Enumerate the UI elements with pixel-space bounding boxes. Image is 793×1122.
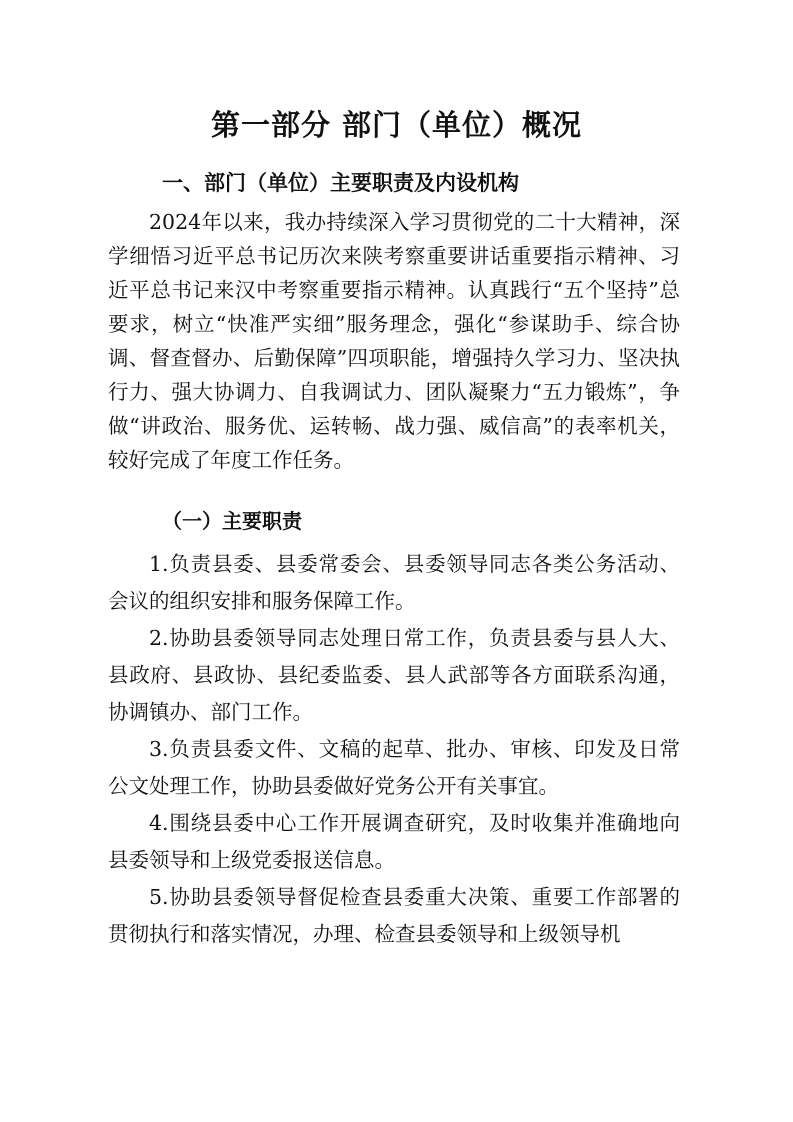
intro-paragraph: 2024年以来，我办持续深入学习贯彻党的二十大精神，深学细悟习近平总书记历次来陕考察重要讲话重要指示精神、习近平总书记来汉中考察重要指示精神。认真践行“五个坚持”总要求，树立“快准严实细”服务理念，强化“参谋助手、综合协调、督查督办、后勤保障”四项职能，增强持久学习力、坚决执行力、强大协调力、自我调试力、团队凝聚力“五力锻炼”，争做“讲政治、服务优、运转畅、战力强、威信高”的表率机关，较好完成了年度工作任务。 — [108, 210, 680, 472]
duty-item-1: 1.负责县委、县委常委会、县委领导同志各类公务活动、会议的组织安排和服务保障工作。 — [108, 552, 680, 613]
page-title: 第一部分 部门（单位）概况 — [210, 108, 583, 142]
section-heading: 一、部门（单位）主要职责及内设机构 — [162, 171, 519, 195]
duty-item-2: 2.协助县委领导同志处理日常工作，负责县委与县人大、县政府、县政协、县纪委监委、县人武部等各方面联系沟通，协调镇办、部门工作。 — [108, 626, 680, 724]
duty-item-3: 3.负责县委文件、文稿的起草、批办、审核、印发及日常公文处理工作，协助县委做好党务公开有关事宜。 — [108, 737, 680, 798]
duty-item-4: 4.围绕县委中心工作开展调查研究，及时收集并准确地向县委领导和上级党委报送信息。 — [108, 811, 680, 872]
duty-item-5: 5.协助县委领导督促检查县委重大决策、重要工作部署的贯彻执行和落实情况，办理、检查县委领导和上级领导机 — [108, 885, 680, 946]
subsection-heading: （一）主要职责 — [162, 509, 302, 533]
